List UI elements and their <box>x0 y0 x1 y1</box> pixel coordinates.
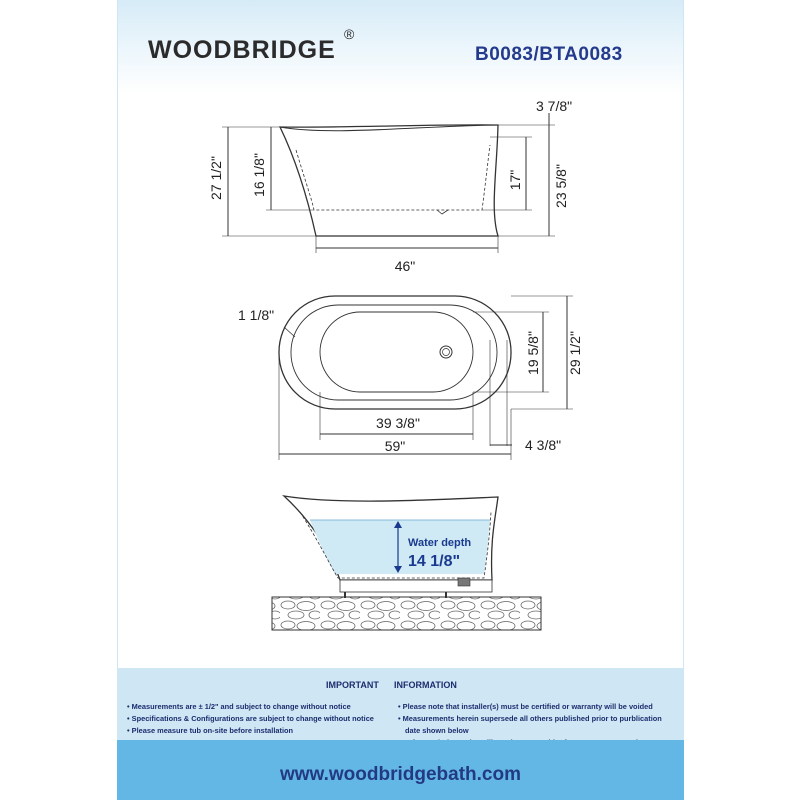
note-right-2: • Measurements herein supersede all others published prior to purblication <box>398 714 662 723</box>
water-depth-value: 14 1/8" <box>408 553 461 570</box>
dim-base-length: 46" <box>394 258 416 274</box>
registered-mark: ® <box>344 26 355 42</box>
top-view-diagram <box>279 296 573 460</box>
brand-logo: WOODBRIDGE <box>148 36 336 64</box>
dim-drain-offset: 4 3/8" <box>525 437 562 453</box>
model-number: B0083/BTA0083 <box>475 44 623 65</box>
note-right-2-cont: date shown below <box>405 726 469 735</box>
side-view-diagram <box>222 113 555 253</box>
note-left-1: • Measurements are ± 1/2" and subject to change without notice <box>127 702 351 711</box>
note-right-1: • Please note that installer(s) must be certified or warranty will be voided <box>398 702 653 711</box>
info-title-information: INFORMATION <box>394 680 457 690</box>
note-left-2: • Specifications & Configurations are subject to change without notice <box>127 714 374 723</box>
dim-rim-drop: 3 7/8" <box>536 98 573 114</box>
dim-inner-length: 39 3/8" <box>376 415 420 431</box>
dim-inner-depth-left: 16 1/8" <box>251 153 267 197</box>
dim-rim-width: 1 1/8" <box>238 307 275 323</box>
water-depth-label: Water depth <box>408 537 472 549</box>
website-link[interactable]: www.woodbridgebath.com <box>279 764 522 785</box>
note-left-3: • Please measure tub on-site before installation <box>127 726 294 735</box>
dim-inner-depth-right: 17" <box>507 169 523 191</box>
dim-overall-height: 27 1/2" <box>208 156 224 200</box>
dim-overall-length: 59" <box>384 438 406 454</box>
water-depth-diagram <box>272 496 541 630</box>
info-title-important: IMPORTANT <box>326 680 379 690</box>
dim-overall-width: 29 1/2" <box>567 331 583 375</box>
dim-base-to-rim: 23 5/8" <box>553 164 569 208</box>
dim-inner-width: 19 5/8" <box>525 331 541 375</box>
